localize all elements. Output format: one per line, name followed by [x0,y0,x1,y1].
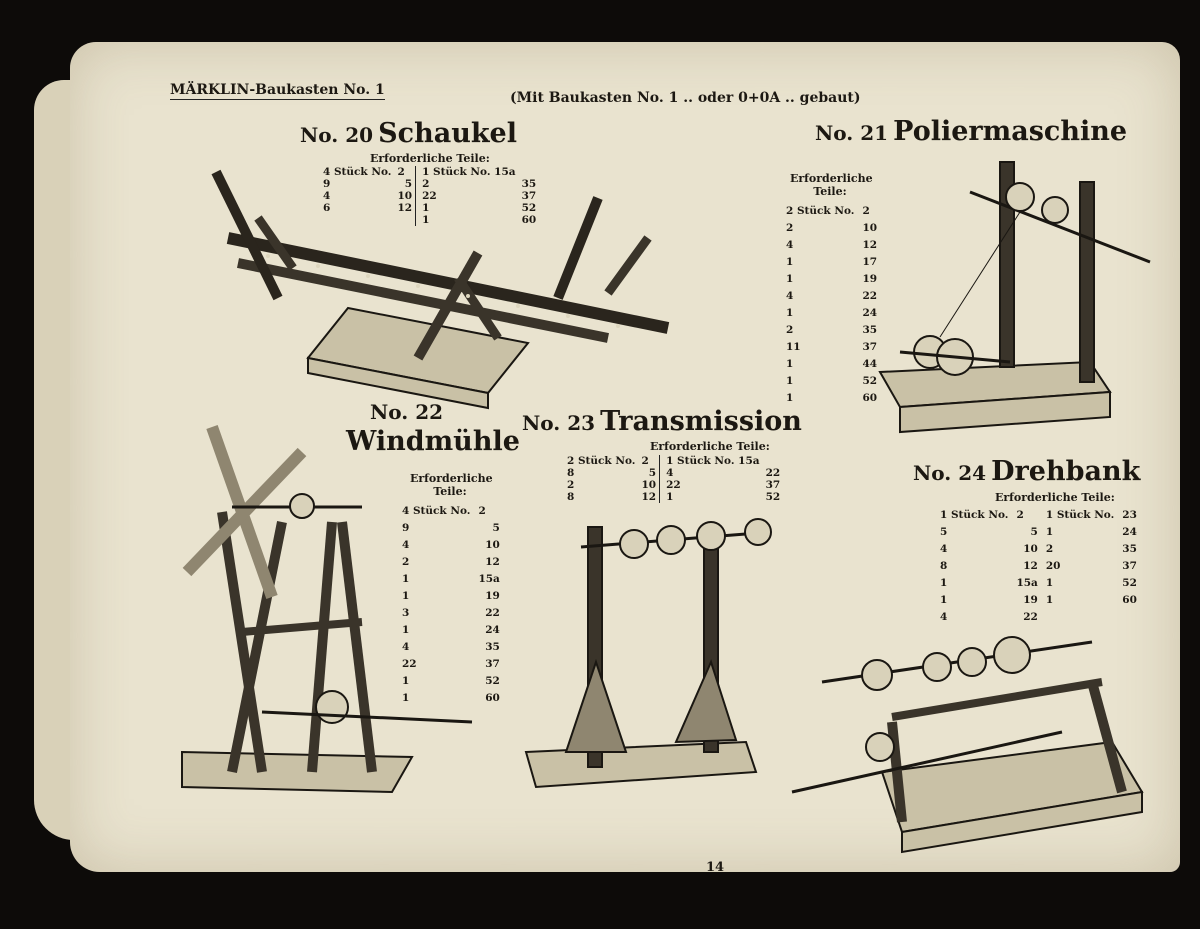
model-name: Drehbank [991,456,1141,487]
parts-cell: 22 [485,606,500,619]
model-name: Transmission [600,406,802,437]
parts-cell: 8 [567,467,575,480]
parts-cell: 37 [862,340,878,353]
parts-cell: 24 [485,623,500,636]
parts-cell: 35 [1122,542,1137,555]
model-23-title [522,406,802,437]
parts-cell: 10 [641,479,657,492]
parts-cell: 2 [402,555,410,568]
parts-cell: 1 [940,593,948,606]
parts-cell: 52 [862,374,878,387]
drehbank-illustration [792,622,1152,837]
parts-row [936,557,1141,574]
parts-cell: 52 [485,674,500,687]
parts-header-cell: 4 Stück No. [402,504,471,517]
parts-cell: 52 [765,491,781,504]
model-number: No. 21 [815,121,889,145]
parts-cell: 15a [1016,576,1038,589]
parts-header-cell: 2 [862,204,870,217]
parts-header-row [564,455,783,467]
parts-table-24 [936,506,1141,625]
parts-cell: 9 [323,178,331,191]
parts-header-cell: 2 [397,166,405,178]
parts-cell: 4 [786,289,794,302]
parts-cell: 60 [1122,593,1137,606]
parts-cell: 12 [862,238,878,251]
parts-cell: 4 [660,467,763,479]
parts-cell: 2 [567,479,575,492]
parts-cell: 1 [416,214,519,226]
parts-cell: 11 [786,340,801,353]
parts-cell: 5 [1030,525,1038,538]
parts-cell: 8 [567,491,575,504]
caption-line: Erforderliche [790,172,873,185]
parts-cell: 60 [485,691,500,704]
parts-cell: 12 [641,491,657,504]
model-number: No. 23 [522,411,596,435]
parts-header-cell: 2 [478,504,486,517]
model-22-number [370,400,443,424]
parts-cell: 1 [1045,525,1054,538]
parts-header-cell: 1 Stück No. [1045,508,1115,521]
model-name: Schaukel [378,118,517,149]
poliermaschine-illustration [860,162,1160,442]
parts-cell: 24 [862,306,878,319]
caption-line: Teile: [433,485,467,498]
parts-cell: 19 [862,272,878,285]
parts-cell: 1 [786,357,794,370]
transmission-illustration [526,512,786,802]
parts-cell: 4 [786,238,794,251]
windmuehle-illustration [182,422,482,812]
parts-table-23 [564,455,783,503]
parts-cell: 8 [940,559,948,572]
parts-header-cell [763,455,784,467]
parts-cell: 1 [786,272,794,285]
parts-cell: 10 [1023,542,1038,555]
parts-cell: 35 [485,640,500,653]
parts-caption: Erforderliche Teile: [650,440,770,453]
parts-cell: 24 [1122,525,1137,538]
caption-line: Erforderliche [410,472,493,485]
parts-cell: 22 [660,479,763,491]
parts-row [936,574,1141,591]
parts-row [936,591,1141,608]
parts-header-cell: 23 [1122,508,1137,521]
parts-cell: 4 [323,190,331,203]
parts-cell: 44 [862,357,878,370]
page-header: MÄRKLIN-Baukasten No. 1 [170,82,385,98]
parts-header-cell: 1 Stück No. 15a [416,166,519,178]
parts-cell: 4 [940,542,948,555]
parts-row [936,540,1141,557]
parts-cell: 22 [765,467,781,480]
model-20-title [300,118,517,149]
parts-cell: 17 [862,255,878,268]
parts-header-cell: 4 Stück No. [323,166,392,178]
parts-cell: 1 [660,491,763,503]
parts-cell: 22 [862,289,878,302]
parts-header-cell: 1 Stück No. [940,508,1009,521]
parts-cell: 3 [402,606,410,619]
parts-cell: 5 [404,178,413,191]
parts-cell: 15a [478,572,500,585]
parts-cell: 22 [1023,610,1038,623]
model-number: No. 24 [913,461,987,485]
caption-line: Teile: [813,185,847,198]
parts-cell: 35 [862,323,878,336]
model-24-title [913,456,1140,487]
parts-cell: 10 [485,538,500,551]
parts-cell: 5 [648,467,657,480]
parts-cell: 1 [402,589,410,602]
model-21-title [815,116,1127,147]
parts-header-cell: 2 Stück No. [567,455,636,467]
parts-header-row [936,506,1141,523]
parts-cell: 6 [323,202,331,215]
parts-caption [790,172,873,198]
parts-cell: 37 [521,190,537,203]
parts-cell: 37 [1122,559,1137,572]
parts-cell: 2 [786,323,794,336]
parts-cell: 10 [397,190,413,203]
parts-cell: 5 [940,525,948,538]
parts-cell: 1 [402,691,410,704]
parts-cell: 2 [416,178,519,190]
parts-header-cell: 2 [1016,508,1024,521]
model-number: No. 20 [300,123,374,147]
catalog-page [70,42,1180,875]
parts-row [936,523,1141,540]
parts-cell: 1 [402,623,410,636]
parts-cell: 4 [402,640,410,653]
parts-cell: 12 [485,555,500,568]
parts-cell: 1 [402,674,410,687]
parts-cell: 10 [862,221,878,234]
parts-cell: 35 [521,178,537,191]
parts-cell: 1 [786,374,794,387]
parts-cell: 60 [862,391,878,404]
parts-cell: 20 [1045,559,1061,572]
parts-cell: 1 [786,255,794,268]
parts-cell: 1 [786,306,794,319]
parts-cell: 12 [1023,559,1038,572]
parts-cell: 4 [940,610,948,623]
parts-header-cell: 2 Stück No. [786,204,855,217]
parts-cell: 9 [402,521,410,534]
parts-header-cell: 2 [641,455,649,467]
parts-cell: 19 [1023,593,1038,606]
model-number: No. 22 [370,400,444,424]
parts-cell: 1 [940,576,948,589]
parts-cell: 1 [1045,576,1054,589]
parts-caption: Erforderliche Teile: [995,491,1115,504]
parts-cell: 1 [416,202,519,214]
parts-row [564,491,783,503]
parts-cell: 60 [521,214,537,227]
schaukel-illustration [208,168,658,438]
parts-header-cell: 1 Stück No. 15a [660,455,763,467]
parts-cell: 52 [1122,576,1137,589]
parts-cell: 22 [402,657,417,670]
parts-caption: Erforderliche Teile: [370,152,490,165]
parts-cell: 12 [397,202,413,215]
parts-cell: 52 [521,202,537,215]
parts-cell: 2 [786,221,794,234]
parts-cell: 5 [492,521,500,534]
parts-cell: 22 [416,190,519,202]
parts-cell: 1 [402,572,410,585]
page-subheader: (Mit Baukasten No. 1 .. oder 0+0A .. gebaut) [510,90,861,106]
parts-cell: 37 [485,657,500,670]
model-name: Poliermaschine [893,116,1128,147]
parts-cell: 37 [765,479,781,492]
parts-cell: 2 [1045,542,1054,555]
parts-row [564,467,783,479]
parts-cell: 1 [786,391,794,404]
parts-row [564,479,783,491]
parts-cell: 4 [402,538,410,551]
parts-cell: 19 [485,589,500,602]
page-number: 14 [706,860,725,875]
parts-cell: 1 [1045,593,1054,606]
model-name: Windmühle [346,426,520,457]
